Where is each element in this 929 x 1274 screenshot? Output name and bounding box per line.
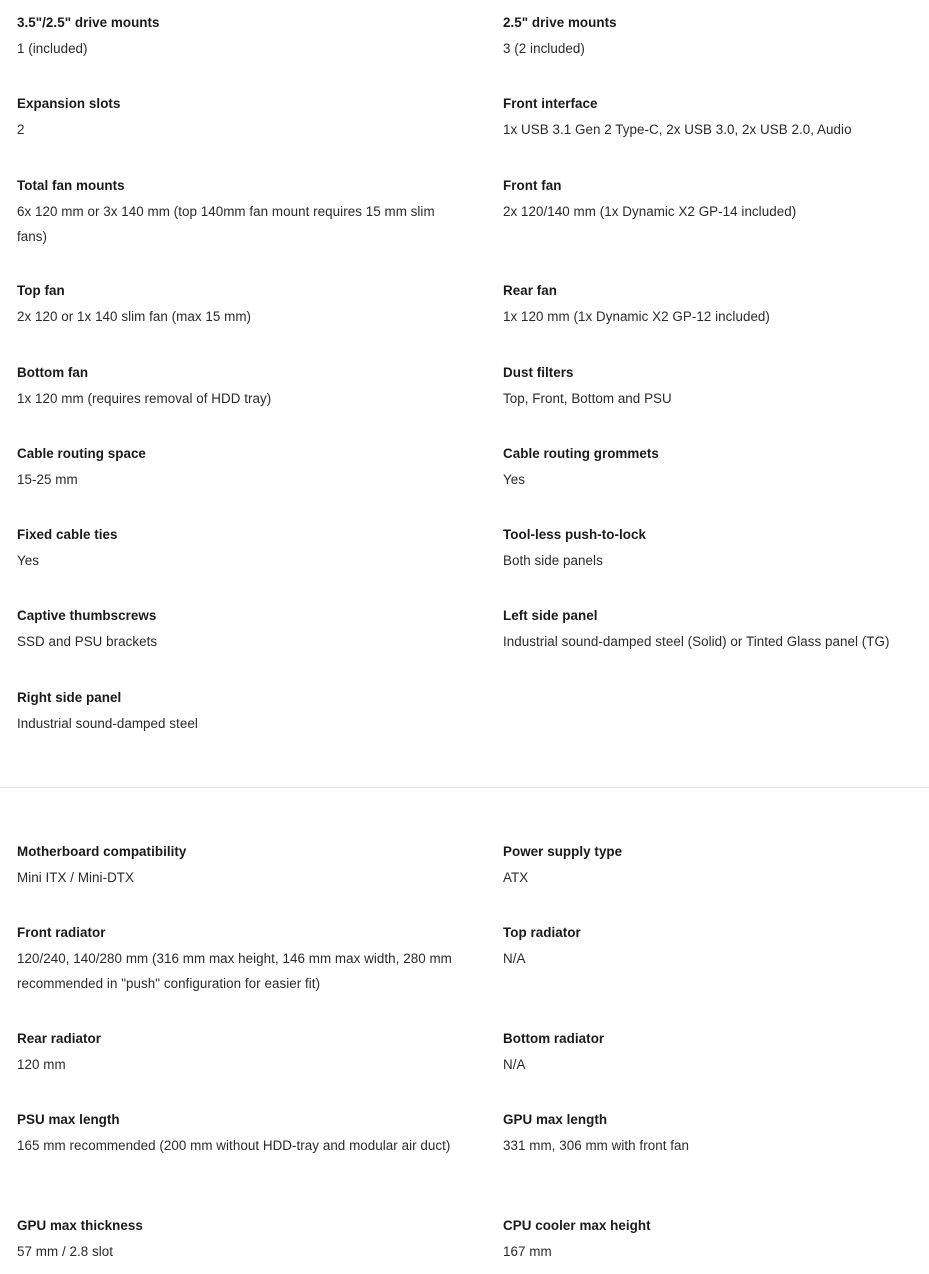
spec-label: Front interface [503, 96, 598, 111]
spec-value: 1x 120 mm (requires removal of HDD tray) [17, 391, 272, 406]
spec-label: Total fan mounts [17, 178, 125, 193]
spec-label: PSU max length [17, 1112, 120, 1127]
spec-label: Cable routing space [17, 446, 146, 461]
spec-value: 120 mm [17, 1057, 66, 1072]
spec-value: Both side panels [503, 553, 603, 568]
spec-label: Fixed cable ties [17, 527, 118, 542]
spec-drive-mounts-25 [503, 14, 923, 61]
spec-label: Expansion slots [17, 96, 121, 111]
spec-value: 2x 120 or 1x 140 slim fan (max 15 mm) [17, 309, 252, 324]
spec-front-fan [503, 177, 923, 224]
spec-left-side-panel [503, 607, 923, 654]
spec-right-side-panel [17, 689, 457, 736]
spec-label: Rear fan [503, 283, 557, 298]
spec-label: GPU max length [503, 1112, 608, 1127]
spec-label: 3.5"/2.5" drive mounts [17, 15, 160, 30]
spec-label: Bottom fan [17, 365, 89, 380]
spec-value: Yes [503, 472, 525, 487]
spec-value: 165 mm recommended (200 mm without HDD-tray and modular air duct) [17, 1138, 451, 1153]
spec-gpu-max-length [503, 1111, 923, 1158]
spec-label: GPU max thickness [17, 1218, 143, 1233]
spec-value: 331 mm, 306 mm with front fan [503, 1138, 690, 1153]
spec-bottom-radiator [503, 1030, 923, 1077]
spec-value: 120/240, 140/280 mm (316 mm max height, 146 mm max width, 280 mm recommended in "push" configuration for easier fit) [17, 951, 452, 991]
spec-value: ATX [503, 870, 529, 885]
spec-label: Right side panel [17, 690, 122, 705]
spec-expansion-slots [17, 95, 457, 142]
spec-tool-less-push-to-lock [503, 526, 923, 573]
spec-value: 6x 120 mm or 3x 140 mm (top 140mm fan mount requires 15 mm slim fans) [17, 204, 435, 244]
spec-rear-radiator [17, 1030, 457, 1077]
spec-rear-fan [503, 282, 923, 329]
spec-label: Top fan [17, 283, 65, 298]
spec-value: 57 mm / 2.8 slot [17, 1244, 114, 1259]
spec-label: Cable routing grommets [503, 446, 659, 461]
spec-gpu-max-thickness [17, 1217, 457, 1264]
spec-total-fan-mounts [17, 177, 457, 249]
spec-label: CPU cooler max height [503, 1218, 651, 1233]
spec-value: Top, Front, Bottom and PSU [503, 391, 672, 406]
spec-fixed-cable-ties [17, 526, 457, 573]
spec-top-fan [17, 282, 457, 329]
spec-label: Rear radiator [17, 1031, 102, 1046]
spec-label: 2.5" drive mounts [503, 15, 617, 30]
spec-label: Left side panel [503, 608, 598, 623]
spec-value: Industrial sound-damped steel [17, 716, 198, 731]
spec-value: SSD and PSU brackets [17, 634, 158, 649]
compatibility-section [0, 788, 929, 1274]
spec-value: Yes [17, 553, 39, 568]
spec-power-supply-type [503, 843, 923, 890]
spec-label: Power supply type [503, 844, 623, 859]
spec-label: Motherboard compatibility [17, 844, 187, 859]
spec-value: 1x 120 mm (1x Dynamic X2 GP-12 included) [503, 309, 770, 324]
spec-value: N/A [503, 951, 526, 966]
spec-value: 2 [17, 122, 25, 137]
spec-value: 3 (2 included) [503, 41, 585, 56]
spec-cable-routing-space [17, 445, 457, 492]
spec-value: Mini ITX / Mini-DTX [17, 870, 135, 885]
spec-captive-thumbscrews [17, 607, 457, 654]
spec-label: Tool-less push-to-lock [503, 527, 646, 542]
spec-value: 1x USB 3.1 Gen 2 Type-C, 2x USB 3.0, 2x USB 2.0, Audio [503, 122, 852, 137]
spec-value: 2x 120/140 mm (1x Dynamic X2 GP-14 included) [503, 204, 797, 219]
spec-value: 1 (included) [17, 41, 88, 56]
spec-front-radiator [17, 924, 457, 996]
spec-value: N/A [503, 1057, 526, 1072]
spec-label: Front fan [503, 178, 562, 193]
spec-psu-max-length [17, 1111, 457, 1158]
spec-label: Front radiator [17, 925, 106, 940]
spec-dust-filters [503, 364, 923, 411]
spec-front-interface [503, 95, 923, 142]
spec-label: Captive thumbscrews [17, 608, 157, 623]
spec-top-radiator [503, 924, 923, 971]
spec-cable-routing-grommets [503, 445, 923, 492]
spec-label: Top radiator [503, 925, 581, 940]
spec-label: Bottom radiator [503, 1031, 605, 1046]
spec-value: Industrial sound-damped steel (Solid) or Tinted Glass panel (TG) [503, 634, 890, 649]
spec-cpu-cooler-max-height [503, 1217, 923, 1264]
spec-value: 167 mm [503, 1244, 552, 1259]
spec-label: Dust filters [503, 365, 574, 380]
spec-motherboard-compatibility [17, 843, 457, 890]
spec-bottom-fan [17, 364, 457, 411]
spec-drive-mounts-35 [17, 14, 457, 61]
spec-value: 15-25 mm [17, 472, 78, 487]
